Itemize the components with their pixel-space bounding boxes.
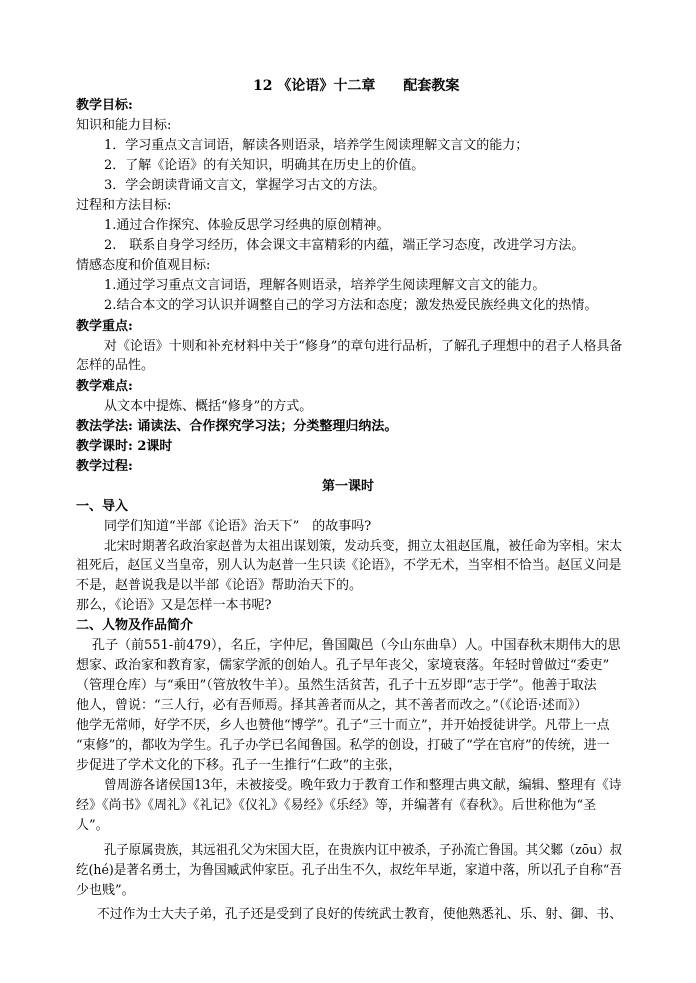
text-line: 人”。 <box>76 818 109 833</box>
text-line: （管理仓库）与“乘田”（管放牧牛羊）。虽然生活贫苦，孔子十五岁即“志于学”。他善于取法 <box>76 678 597 693</box>
subheading: 过程和方法目标: <box>76 198 172 213</box>
text-line: 经》《尚书》《周礼》《礼记》《仪礼》《易经》《乐经》等，并编著有《春秋》。后世称他为“圣 <box>76 798 597 813</box>
section-heading: 教学难点: <box>76 379 133 394</box>
document-title: 12 《论语》十二章 配套教案 <box>253 78 460 94</box>
text-line: 他人，曾说：“三人行，必有吾师焉。择其善者而从之，其不善者而改之。”（《论语·述而》） <box>76 698 588 713</box>
lesson-heading: 第一课时 <box>322 479 375 494</box>
text-line: 同学们知道“半部《论语》治天下” 的故事吗? <box>104 519 372 534</box>
text-line: 那么，《论语》又是怎样一本书呢? <box>76 598 272 613</box>
text-line: 孔子（前551-前479），名丘，字仲尼，鲁国陬邑（今山东曲阜）人。中国春秋末期伟大的思 <box>92 638 621 653</box>
section-heading: 教学重点: <box>76 319 133 334</box>
text-line: 从文本中提炼、概括“修身”的方式。 <box>104 399 313 414</box>
text-line: 1.通过学习重点文言词语，理解各则语录，培养学生阅读理解文言文的能力。 <box>104 278 546 293</box>
text-line: 2.结合本文的学习认识并调整自己的学习方法和态度；激发热爱民族经典文化的热情。 <box>104 298 598 313</box>
text-line: 祖死后，赵匡义当皇帝，别人认为赵普一生只读《论语》，不学无术，当宰相不恰当。赵匡义问是 <box>76 558 622 573</box>
subheading: 情感态度和价值观目标: <box>76 258 211 273</box>
text-line: 3．学会朗读背诵文言文，掌握学习古文的方法。 <box>104 178 386 193</box>
text-line: 不是，赵普说我是以半部《论语》帮助治天下的。 <box>76 578 363 593</box>
section-heading: 教学课时: 2课时 <box>76 439 173 454</box>
text-line: 不过作为士大夫子弟，孔子还是受到了良好的传统武士教育，使他熟悉礼、乐、射、御、书、 <box>97 907 623 922</box>
text-line: 2. 联系自身学习经历，体会课文丰富精彩的内蕴，端正学习态度，改进学习方法。 <box>104 238 585 253</box>
section-heading: 教法学法: 诵读法、合作探究学习法；分类整理归纳法。 <box>76 419 398 434</box>
text-line: 曾周游各诸侯国13年，未被接受。晚年致力于教育工作和整理古典文献，编辑、整理有《诗 <box>104 778 622 793</box>
text-line: 想家、政治家和教育家，儒家学派的创始人。孔子早年丧父，家境衰落。年轻时曾做过“委吏” <box>76 658 610 673</box>
text-line: 怎样的品性。 <box>76 358 155 373</box>
text-line: 2．了解《论语》的有关知识，明确其在历史上的价值。 <box>104 158 425 173</box>
section-heading: 一、导入 <box>76 499 129 514</box>
section-heading: 教学过程: <box>76 459 133 474</box>
section-heading: 教学目标: <box>76 98 133 113</box>
subheading: 知识和能力目标: <box>76 118 172 133</box>
section-heading: 二、人物及作品简介 <box>76 618 194 633</box>
text-line: 1.通过合作探究、体验反思学习经典的原创精神。 <box>104 218 390 233</box>
text-line: 步促进了学术文化的下移。孔子一生推行“仁政”的主张， <box>76 758 402 773</box>
text-line: 1．学习重点文言词语，解读各则语录，培养学生阅读理解文言文的能力； <box>104 138 529 153</box>
text-line: 纥(hé)是著名勇士，为鲁国臧武仲家臣。孔子出生不久，叔纥年早逝，家道中落，所以孔子自称“吾 <box>76 863 622 878</box>
text-line: 他学无常师，好学不厌，乡人也赞他“博学”。孔子“三十而立”，并开始授徒讲学。凡带上一点 <box>76 718 610 733</box>
text-line: “束修”的，都收为学生。孔子办学已名闻鲁国。私学的创设，打破了“学在官府”的传统，进一 <box>76 738 610 753</box>
text-line: 少也贱”。 <box>76 883 135 898</box>
text-line: 北宋时期著名政治家赵普为太祖出谋划策，发动兵变，拥立太祖赵匡胤，被任命为宰相。宋太 <box>104 539 623 554</box>
text-line: 对《论语》十则和补充材料中关于“修身”的章句进行品析，了解孔子理想中的君子人格具备 <box>104 339 623 354</box>
text-line: 孔子原属贵族，其远祖孔父为宋国大臣，在贵族内讧中被杀，子孙流亡鲁国。其父鄹（zōu）叔 <box>104 843 623 858</box>
